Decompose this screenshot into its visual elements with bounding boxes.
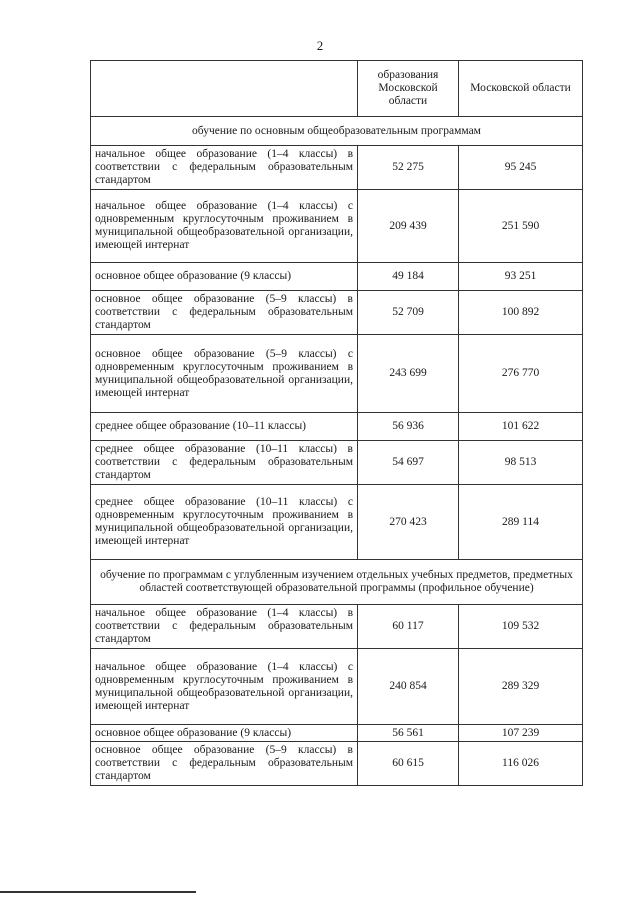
row-value-municipal: 56 561	[358, 725, 459, 742]
row-label: среднее общее образование (10–11 классы) с одновременным круглосуточным проживанием в муниципальной общеобразовательной организации, имеющей интернат	[91, 485, 358, 560]
table-row	[91, 649, 583, 725]
row-value-municipal: 243 699	[358, 335, 459, 413]
row-value-municipal: 52 275	[358, 146, 459, 190]
cost-table	[90, 60, 583, 786]
section-title: обучение по основным общеобразовательным программам	[91, 117, 583, 146]
table-row	[91, 335, 583, 413]
table-header-row	[91, 61, 583, 117]
row-value-oblast: 95 245	[459, 146, 583, 190]
row-label: начальное общее образование (1–4 классы) в соответствии с федеральным образовательным стандартом	[91, 146, 358, 190]
row-label: среднее общее образование (10–11 классы) в соответствии с федеральным образовательным стандартом	[91, 441, 358, 485]
row-value-municipal: 209 439	[358, 190, 459, 263]
table-row	[91, 725, 583, 742]
section-row	[91, 117, 583, 146]
row-value-oblast: 107 239	[459, 725, 583, 742]
table-row	[91, 441, 583, 485]
table-row	[91, 291, 583, 335]
header-municipal-cell: образования Московской области	[358, 61, 459, 117]
header-description-cell	[91, 61, 358, 117]
table-row	[91, 263, 583, 291]
table-row	[91, 413, 583, 441]
row-label: основное общее образование (5–9 классы) в соответствии с федеральным образовательным стандартом	[91, 291, 358, 335]
table-row	[91, 605, 583, 649]
header-oblast-cell: Московской области	[459, 61, 583, 117]
table-row	[91, 485, 583, 560]
row-label: основное общее образование (9 классы)	[91, 263, 358, 291]
row-label: начальное общее образование (1–4 классы) с одновременным круглосуточным проживанием в муниципальной общеобразовательной организации, имеющей интернат	[91, 649, 358, 725]
row-value-oblast: 251 590	[459, 190, 583, 263]
row-value-oblast: 93 251	[459, 263, 583, 291]
row-label: основное общее образование (9 классы)	[91, 725, 358, 742]
row-label: среднее общее образование (10–11 классы)	[91, 413, 358, 441]
row-value-municipal: 60 117	[358, 605, 459, 649]
row-value-oblast: 100 892	[459, 291, 583, 335]
table-row	[91, 742, 583, 786]
section-title: обучение по программам с углубленным изучением отдельных учебных предметов, предметных областей соответствующей образовательной программы (профильное обучение)	[91, 560, 583, 605]
footer-divider	[0, 891, 196, 893]
row-value-oblast: 98 513	[459, 441, 583, 485]
row-value-oblast: 276 770	[459, 335, 583, 413]
row-value-oblast: 289 114	[459, 485, 583, 560]
table-row	[91, 190, 583, 263]
row-label: начальное общее образование (1–4 классы) с одновременным круглосуточным проживанием в муниципальной общеобразовательной организации, имеющей интернат	[91, 190, 358, 263]
row-value-municipal: 49 184	[358, 263, 459, 291]
row-label: основное общее образование (5–9 классы) в соответствии с федеральным образовательным стандартом	[91, 742, 358, 786]
table-row	[91, 146, 583, 190]
row-label: основное общее образование (5–9 классы) с одновременным круглосуточным проживанием в муниципальной общеобразовательной организации, имеющей интернат	[91, 335, 358, 413]
row-value-municipal: 56 936	[358, 413, 459, 441]
row-value-oblast: 116 026	[459, 742, 583, 786]
row-value-municipal: 52 709	[358, 291, 459, 335]
row-value-oblast: 101 622	[459, 413, 583, 441]
row-value-municipal: 240 854	[358, 649, 459, 725]
row-label: начальное общее образование (1–4 классы) в соответствии с федеральным образовательным стандартом	[91, 605, 358, 649]
page-number: 2	[316, 38, 324, 53]
section-row	[91, 560, 583, 605]
row-value-oblast: 289 329	[459, 649, 583, 725]
row-value-oblast: 109 532	[459, 605, 583, 649]
row-value-municipal: 270 423	[358, 485, 459, 560]
row-value-municipal: 54 697	[358, 441, 459, 485]
row-value-municipal: 60 615	[358, 742, 459, 786]
